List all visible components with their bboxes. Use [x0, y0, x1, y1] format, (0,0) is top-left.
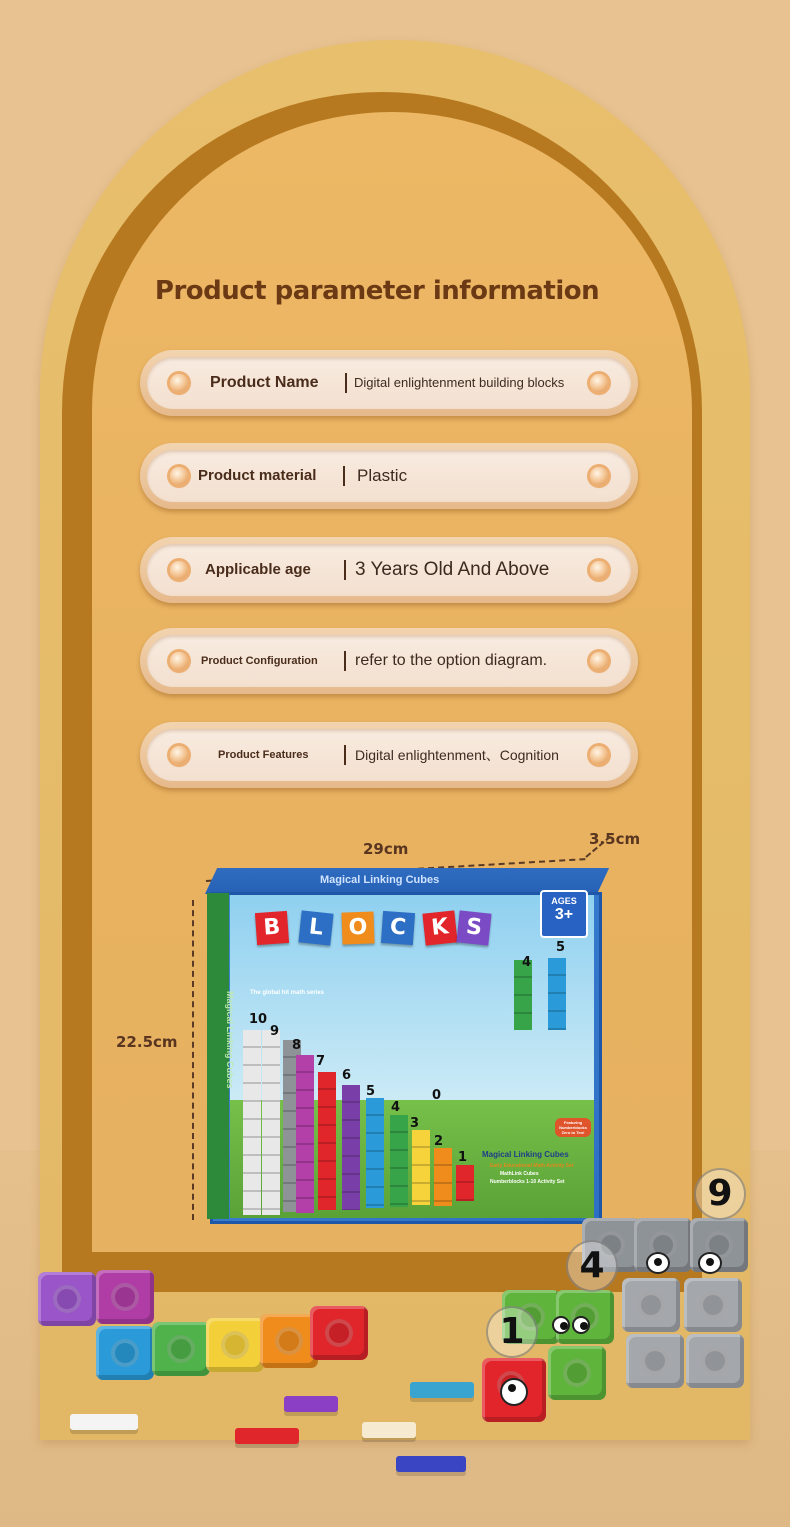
box-bottom-subtitle: MathLink Cubes	[500, 1171, 539, 1177]
param-separator	[344, 560, 346, 580]
green-cube	[548, 1346, 606, 1400]
number-tile	[396, 1456, 466, 1472]
box-number-label: 4	[391, 1100, 401, 1115]
param-label: Product Name	[210, 374, 319, 391]
pin-icon	[590, 374, 608, 392]
box-number-label: 4	[522, 955, 532, 970]
numberblock-two	[434, 1148, 452, 1206]
blocks-letter: B	[255, 911, 289, 945]
ages-label: AGES	[551, 896, 577, 906]
numberblock-five-art	[548, 958, 566, 1030]
nine-eye-icon	[646, 1252, 670, 1274]
numberblock-ten	[262, 1030, 280, 1215]
pin-icon	[170, 467, 188, 485]
box-feature-badge: Featuring Numberblocks Zero to Ten!	[555, 1118, 591, 1137]
box-series-text: The global hit math series	[250, 990, 325, 996]
number-disc-four: 4	[566, 1240, 618, 1292]
param-value: Digital enlightenment building blocks	[354, 375, 565, 390]
pin-icon	[590, 561, 608, 579]
param-label: Product Configuration	[201, 655, 318, 667]
numberblock-eight	[296, 1055, 314, 1213]
param-separator	[345, 373, 347, 393]
dimension-height: 22.5cm	[116, 1033, 178, 1051]
box-number-label: 9	[270, 1024, 280, 1039]
numberblock-one	[456, 1165, 474, 1201]
box-number-label: 0	[432, 1088, 442, 1103]
box-number-label: 6	[342, 1068, 352, 1083]
pin-icon	[590, 652, 608, 670]
param-label: Product material	[198, 467, 317, 484]
pin-icon	[170, 561, 188, 579]
magenta-cube	[96, 1270, 154, 1324]
box-number-label: 10	[249, 1012, 268, 1027]
blocks-letter: L	[298, 910, 333, 945]
number-tile	[284, 1396, 338, 1412]
number-tile	[235, 1428, 299, 1444]
box-number-label: 2	[434, 1134, 444, 1149]
blocks-letter: K	[422, 910, 457, 945]
number-tile	[410, 1382, 474, 1398]
numberblock-three	[412, 1130, 430, 1205]
param-value: refer to the option diagram.	[355, 652, 548, 669]
numberblock-six	[342, 1085, 360, 1210]
dimension-depth: 3.5cm	[589, 830, 641, 848]
one-eye-icon	[500, 1378, 528, 1406]
box-top-text: Magical Linking Cubes	[320, 874, 440, 886]
param-separator	[344, 651, 346, 671]
four-eye-icon	[572, 1316, 590, 1334]
param-label: Product Features	[218, 749, 309, 761]
numberblock-four-art	[514, 960, 532, 1030]
yellow-cube	[206, 1318, 264, 1372]
gray-cube	[686, 1334, 744, 1388]
param-value: Plastic	[357, 466, 408, 485]
box-number-label: 5	[366, 1084, 376, 1099]
gray-cube	[684, 1278, 742, 1332]
numberblock-four	[390, 1115, 408, 1207]
height-dimension-line	[192, 900, 194, 1220]
gray-cube	[622, 1278, 680, 1332]
blocks-letter: S	[456, 910, 491, 945]
ages-value: 3+	[554, 906, 574, 923]
pin-icon	[590, 467, 608, 485]
number-tile	[70, 1414, 138, 1430]
number-disc-one: 1	[486, 1306, 538, 1358]
pin-icon	[590, 746, 608, 764]
param-row-product-material	[140, 443, 638, 509]
box-bottom-title: Magical Linking Cubes	[482, 1150, 569, 1159]
param-value: 3 Years Old And Above	[355, 559, 550, 580]
pin-icon	[170, 374, 188, 392]
param-row-product-configuration	[140, 628, 638, 694]
nine-eye-icon	[698, 1252, 722, 1274]
number-disc-nine: 9	[694, 1168, 746, 1220]
param-value: Digital enlightenment、Cognition	[355, 747, 559, 763]
numberblock-seven	[318, 1072, 336, 1210]
green-cube	[152, 1322, 210, 1376]
ages-badge	[540, 890, 588, 938]
box-side-text: Magical Linking Cubes	[225, 991, 235, 1089]
gray-cube	[626, 1334, 684, 1388]
four-eye-icon	[552, 1316, 570, 1334]
blocks-letter: O	[341, 911, 374, 944]
param-row-applicable-age	[140, 537, 638, 603]
param-label: Applicable age	[205, 561, 311, 578]
numberblock-ten	[243, 1030, 261, 1215]
param-row-product-features	[140, 722, 638, 788]
box-bottom-subtitle: Numberblocks 1-10 Activity Set	[490, 1179, 565, 1185]
numberblock-five	[366, 1098, 384, 1208]
blocks-letter: C	[381, 911, 415, 945]
box-number-label: 7	[316, 1054, 326, 1069]
dimension-width: 29cm	[363, 840, 409, 858]
pin-icon	[170, 652, 188, 670]
pin-icon	[170, 746, 188, 764]
param-separator	[343, 466, 345, 486]
box-number-label: 5	[556, 940, 566, 955]
box-number-label: 3	[410, 1116, 420, 1131]
box-number-label: 1	[458, 1150, 468, 1165]
number-tile	[362, 1422, 416, 1438]
box-bottom-subtitle: Early Educational Math Activity Set	[490, 1163, 574, 1169]
red-cube	[310, 1306, 368, 1360]
page-title: Product parameter information	[154, 276, 600, 306]
blue-cube	[96, 1326, 154, 1380]
param-separator	[344, 745, 346, 765]
param-row-product-name	[140, 350, 638, 416]
purple-cube	[38, 1272, 96, 1326]
box-number-label: 8	[292, 1038, 302, 1053]
